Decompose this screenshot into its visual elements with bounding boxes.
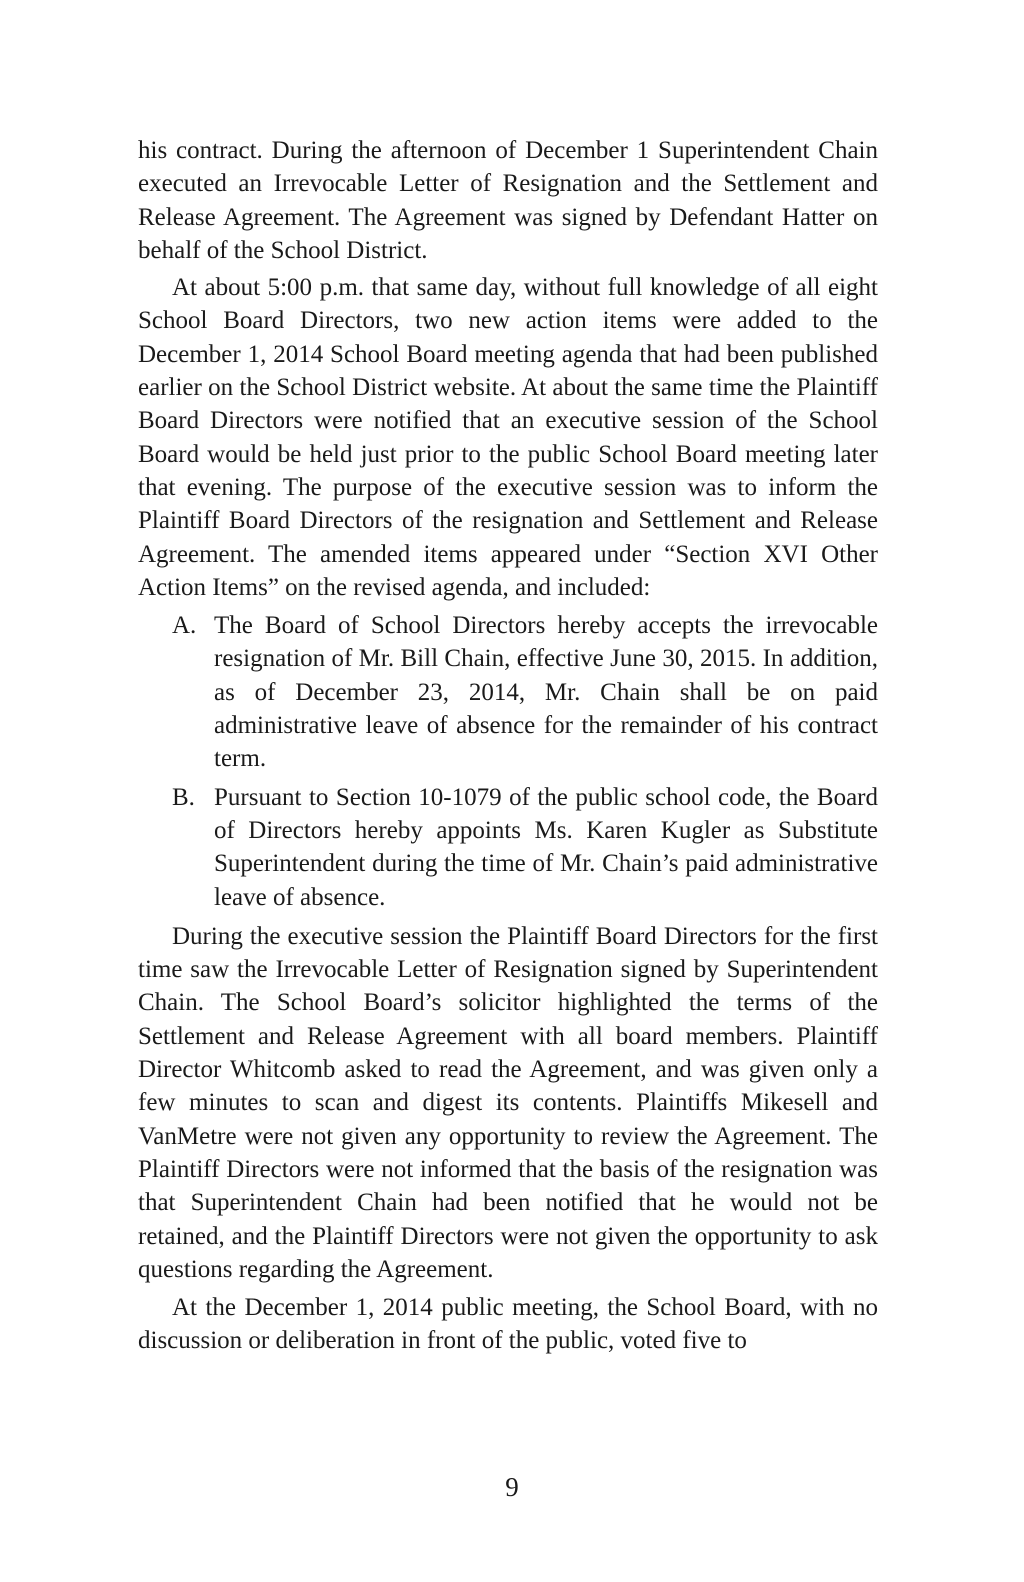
agenda-items-list [138,609,878,914]
paragraph-action-items-added: At about 5:00 p.m. that same day, without full knowledge of all eight School Board Directors, two new action items were added to the December 1, 2014 School Board meeting agenda that had been published earlier on the School District website. At about the same time the Plaintiff Board Directors were notified that an executive session of the School Board would be held just prior to the public School Board meeting later that evening. The purpose of the executive session was to inform the Plaintiff Board Directors of the resignation and Settlement and Release Agreement. The amended items appeared under “Section XVI Other Action Items” on the revised agenda, and included: [138,274,878,601]
agenda-item-letter: A. [172,612,197,640]
paragraph-public-meeting: At the December 1, 2014 public meeting, the School Board, with no discussion or deliberation in front of the public, voted five to [138,1294,878,1355]
agenda-item [138,781,878,914]
paragraph-contract-continuation: his contract. During the afternoon of December 1 Superintendent Chain executed an Irrevocable Letter of Resignation and the Settlement and Release Agreement. The Agreement was signed by Defendant Hatter on behalf of the School District. [138,137,878,264]
document-page [138,134,878,1358]
agenda-item [138,609,878,775]
agenda-item-letter: B. [172,783,195,811]
agenda-item-text: The Board of School Directors hereby accepts the irrevocable resignation of Mr. Bill Chain, effective June 30, 2015. In addition, as of December 23, 2014, Mr. Chain shall be on paid administrative leave of absence for the remainder of his contract term. [214,612,878,773]
agenda-item-text: Pursuant to Section 10-1079 of the public school code, the Board of Directors hereby appoints Ms. Karen Kugler as Substitute Superintendent during the time of Mr. Chain’s paid administrative leave of absence. [214,783,878,911]
page-number: 9 [505,1472,519,1502]
paragraph-executive-session: During the executive session the Plaintiff Board Directors for the first time saw the Irrevocable Letter of Resignation signed by Superintendent Chain. The School Board’s solicitor highlighted the terms of the Settlement and Release Agreement with all board members. Plaintiff Director Whitcomb asked to read the Agreement, and was given only a few minutes to scan and digest its contents. Plaintiffs Mikesell and VanMetre were not given any opportunity to review the Agreement. The Plaintiff Directors were not informed that the basis of the resignation was that Superintendent Chain had been notified that he would not be retained, and the Plaintiff Directors were not given the opportunity to ask questions regarding the Agreement. [138,922,878,1283]
